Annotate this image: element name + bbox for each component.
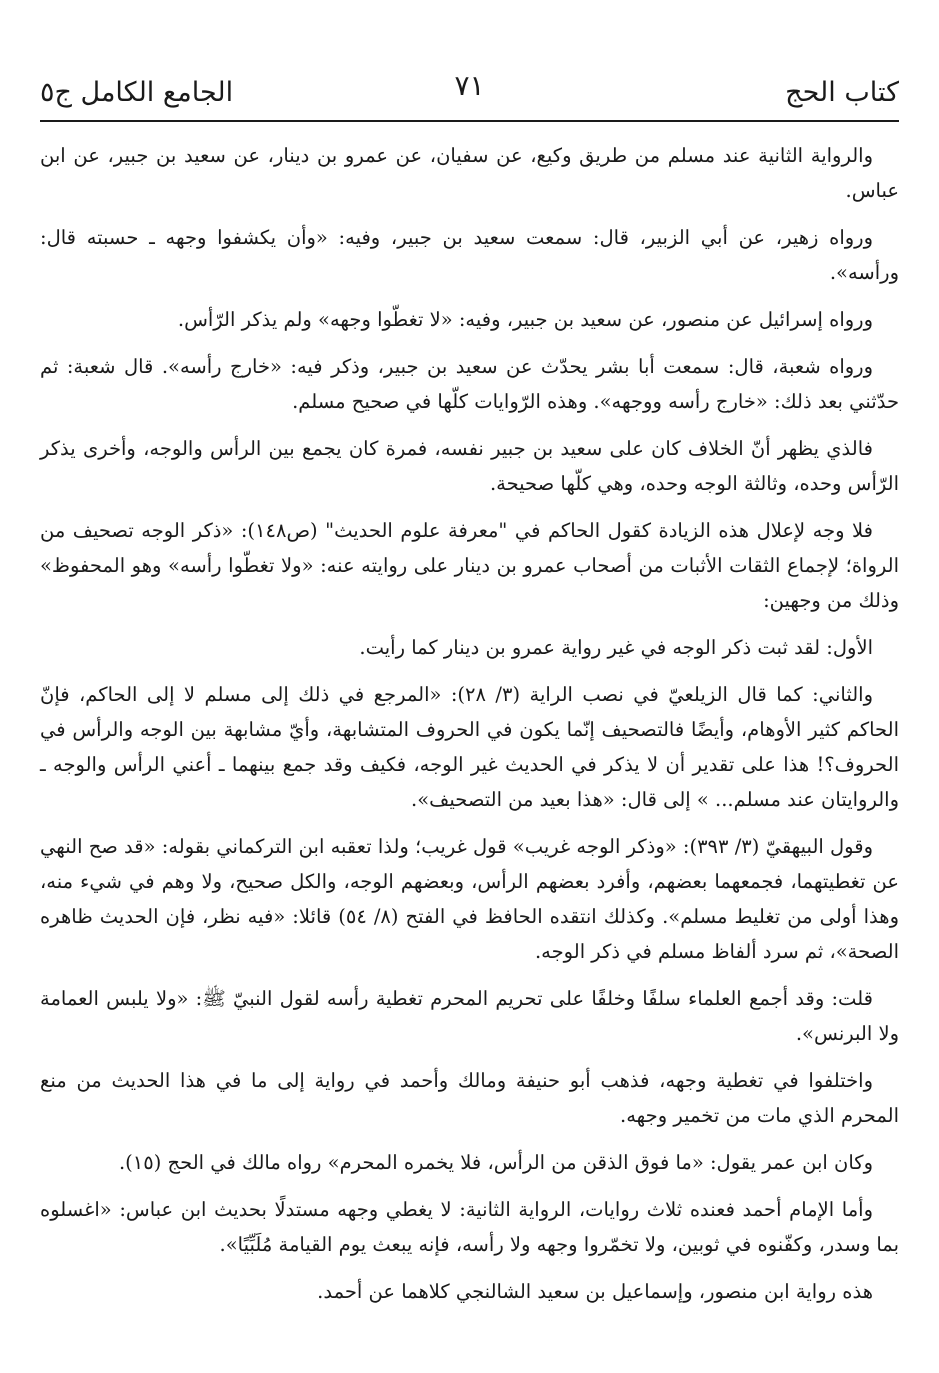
paragraph: وقول البيهقيّ (٣/ ٣٩٣): «وذكر الوجه غريب» قول غريب؛ ولذا تعقبه ابن التركماني بقوله: «قد صح النهي عن تغطيتهما، فجمعهما بعضهم، وأفرد بعضهم الرأس، وبعضهم الوجه، والكل صحيح، ولا وهم في شيء منه، وهذا أولى من تغليط مسلم». وكذلك انتقده الحافظ في الفتح (٨/ ٥٤) قائلا: «فيه نظر، فإن الحديث ظاهره الصحة»، ثم سرد ألفاظ مسلم في ذكر الوجه.: [40, 835, 899, 963]
running-header: [40, 56, 899, 106]
paragraph: وكان ابن عمر يقول: «ما فوق الذقن من الرأس، فلا يخمره المحرم» رواه مالك في الحج (١٥).: [118, 1151, 873, 1174]
paragraph: فالذي يظهر أنّ الخلاف كان على سعيد بن جبير نفسه، فمرة كان يجمع بين الرأس والوجه، وأخرى يذكر الرّأس وحده، وثالثة الوجه وحده، وهي كلّها صحيحة.: [40, 437, 899, 495]
paragraph: واختلفوا في تغطية وجهه، فذهب أبو حنيفة ومالك وأحمد في رواية إلى ما في هذا الحديث من منع المحرم الذي مات من تخمير وجهه.: [40, 1069, 899, 1127]
header-divider: [40, 120, 899, 122]
paragraph: قلت: وقد أجمع العلماء سلفًا وخلفًا على تحريم المحرم تغطية رأسه لقول النبيّ ﷺ: «ولا يلبس العمامة ولا البرنس».: [40, 987, 899, 1045]
book-section-title: كتاب الحج: [785, 77, 899, 108]
paragraph: فلا وجه لإعلال هذه الزيادة كقول الحاكم في "معرفة علوم الحديث" (ص١٤٨): «ذكر الوجه تصحيف من الرواة؛ لإجماع الثقات الأثبات من أصحاب عمرو بن دينار على روايته عنه: «ولا تغطّوا رأسه» وهو المحفوظ» وذلك من وجهين:: [40, 519, 899, 612]
paragraph: الأول: لقد ثبت ذكر الوجه في غير رواية عمرو بن دينار كما رأيت.: [359, 636, 873, 659]
paragraph: والرواية الثانية عند مسلم من طريق وكيع، عن سفيان، عن عمرو بن دينار، عن سعيد بن جبير، عن ابن عباس.: [40, 144, 899, 202]
paragraph: ورواه شعبة، قال: سمعت أبا بشر يحدّث عن سعيد بن جبير، وذكر فيه: «خارج رأسه». قال شعبة: ثم حدّثني بعد ذلك: «خارج رأسه ووجهه». وهذه الرّوايات كلّها في صحيح مسلم.: [40, 355, 899, 413]
paragraph: ورواه إسرائيل عن منصور، عن سعيد بن جبير، وفيه: «لا تغطّوا وجهه» ولم يذكر الرّأس.: [177, 308, 873, 331]
book-page: [40, 56, 899, 1309]
paragraph: والثاني: كما قال الزيلعيّ في نصب الراية (٣/ ٢٨): «المرجع في ذلك إلى مسلم لا إلى الحاكم، فإنّ الحاكم كثير الأوهام، وأيضًا فالتصحيف إنّما يكون في الحروف المتشابهة، وأيّ مشابهة بين الوجه والرأس في الحروف؟! هذا على تقدير أن لا يذكر في الحديث غير الوجه، فكيف وقد جمع بينهما ـ أعني الرأس والوجه ـ والروايتان عند مسلم... » إلى قال: «هذا بعيد من التصحيف».: [40, 683, 899, 811]
paragraph: ورواه زهير، عن أبي الزبير، قال: سمعت سعيد بن جبير، وفيه: «وأن يكشفوا وجهه ـ حسبته قال: ورأسه».: [40, 226, 899, 284]
paragraph: وأما الإمام أحمد فعنده ثلاث روايات، الرواية الثانية: لا يغطي وجهه مستدلًا بحديث ابن عباس: «اغسلوه بما وسدر، وكفّنوه في ثوبين، ولا تخمّروا وجهه ولا رأسه، فإنه يبعث يوم القيامة مُلَبِّيًا».: [40, 1198, 899, 1256]
page-number: ٧١: [454, 69, 485, 102]
page-body: [40, 138, 899, 1309]
book-volume-title: الجامع الكامل ج٥: [40, 77, 234, 108]
paragraph: هذه رواية ابن منصور، وإسماعيل بن سعيد الشالنجي كلاهما عن أحمد.: [317, 1280, 873, 1303]
